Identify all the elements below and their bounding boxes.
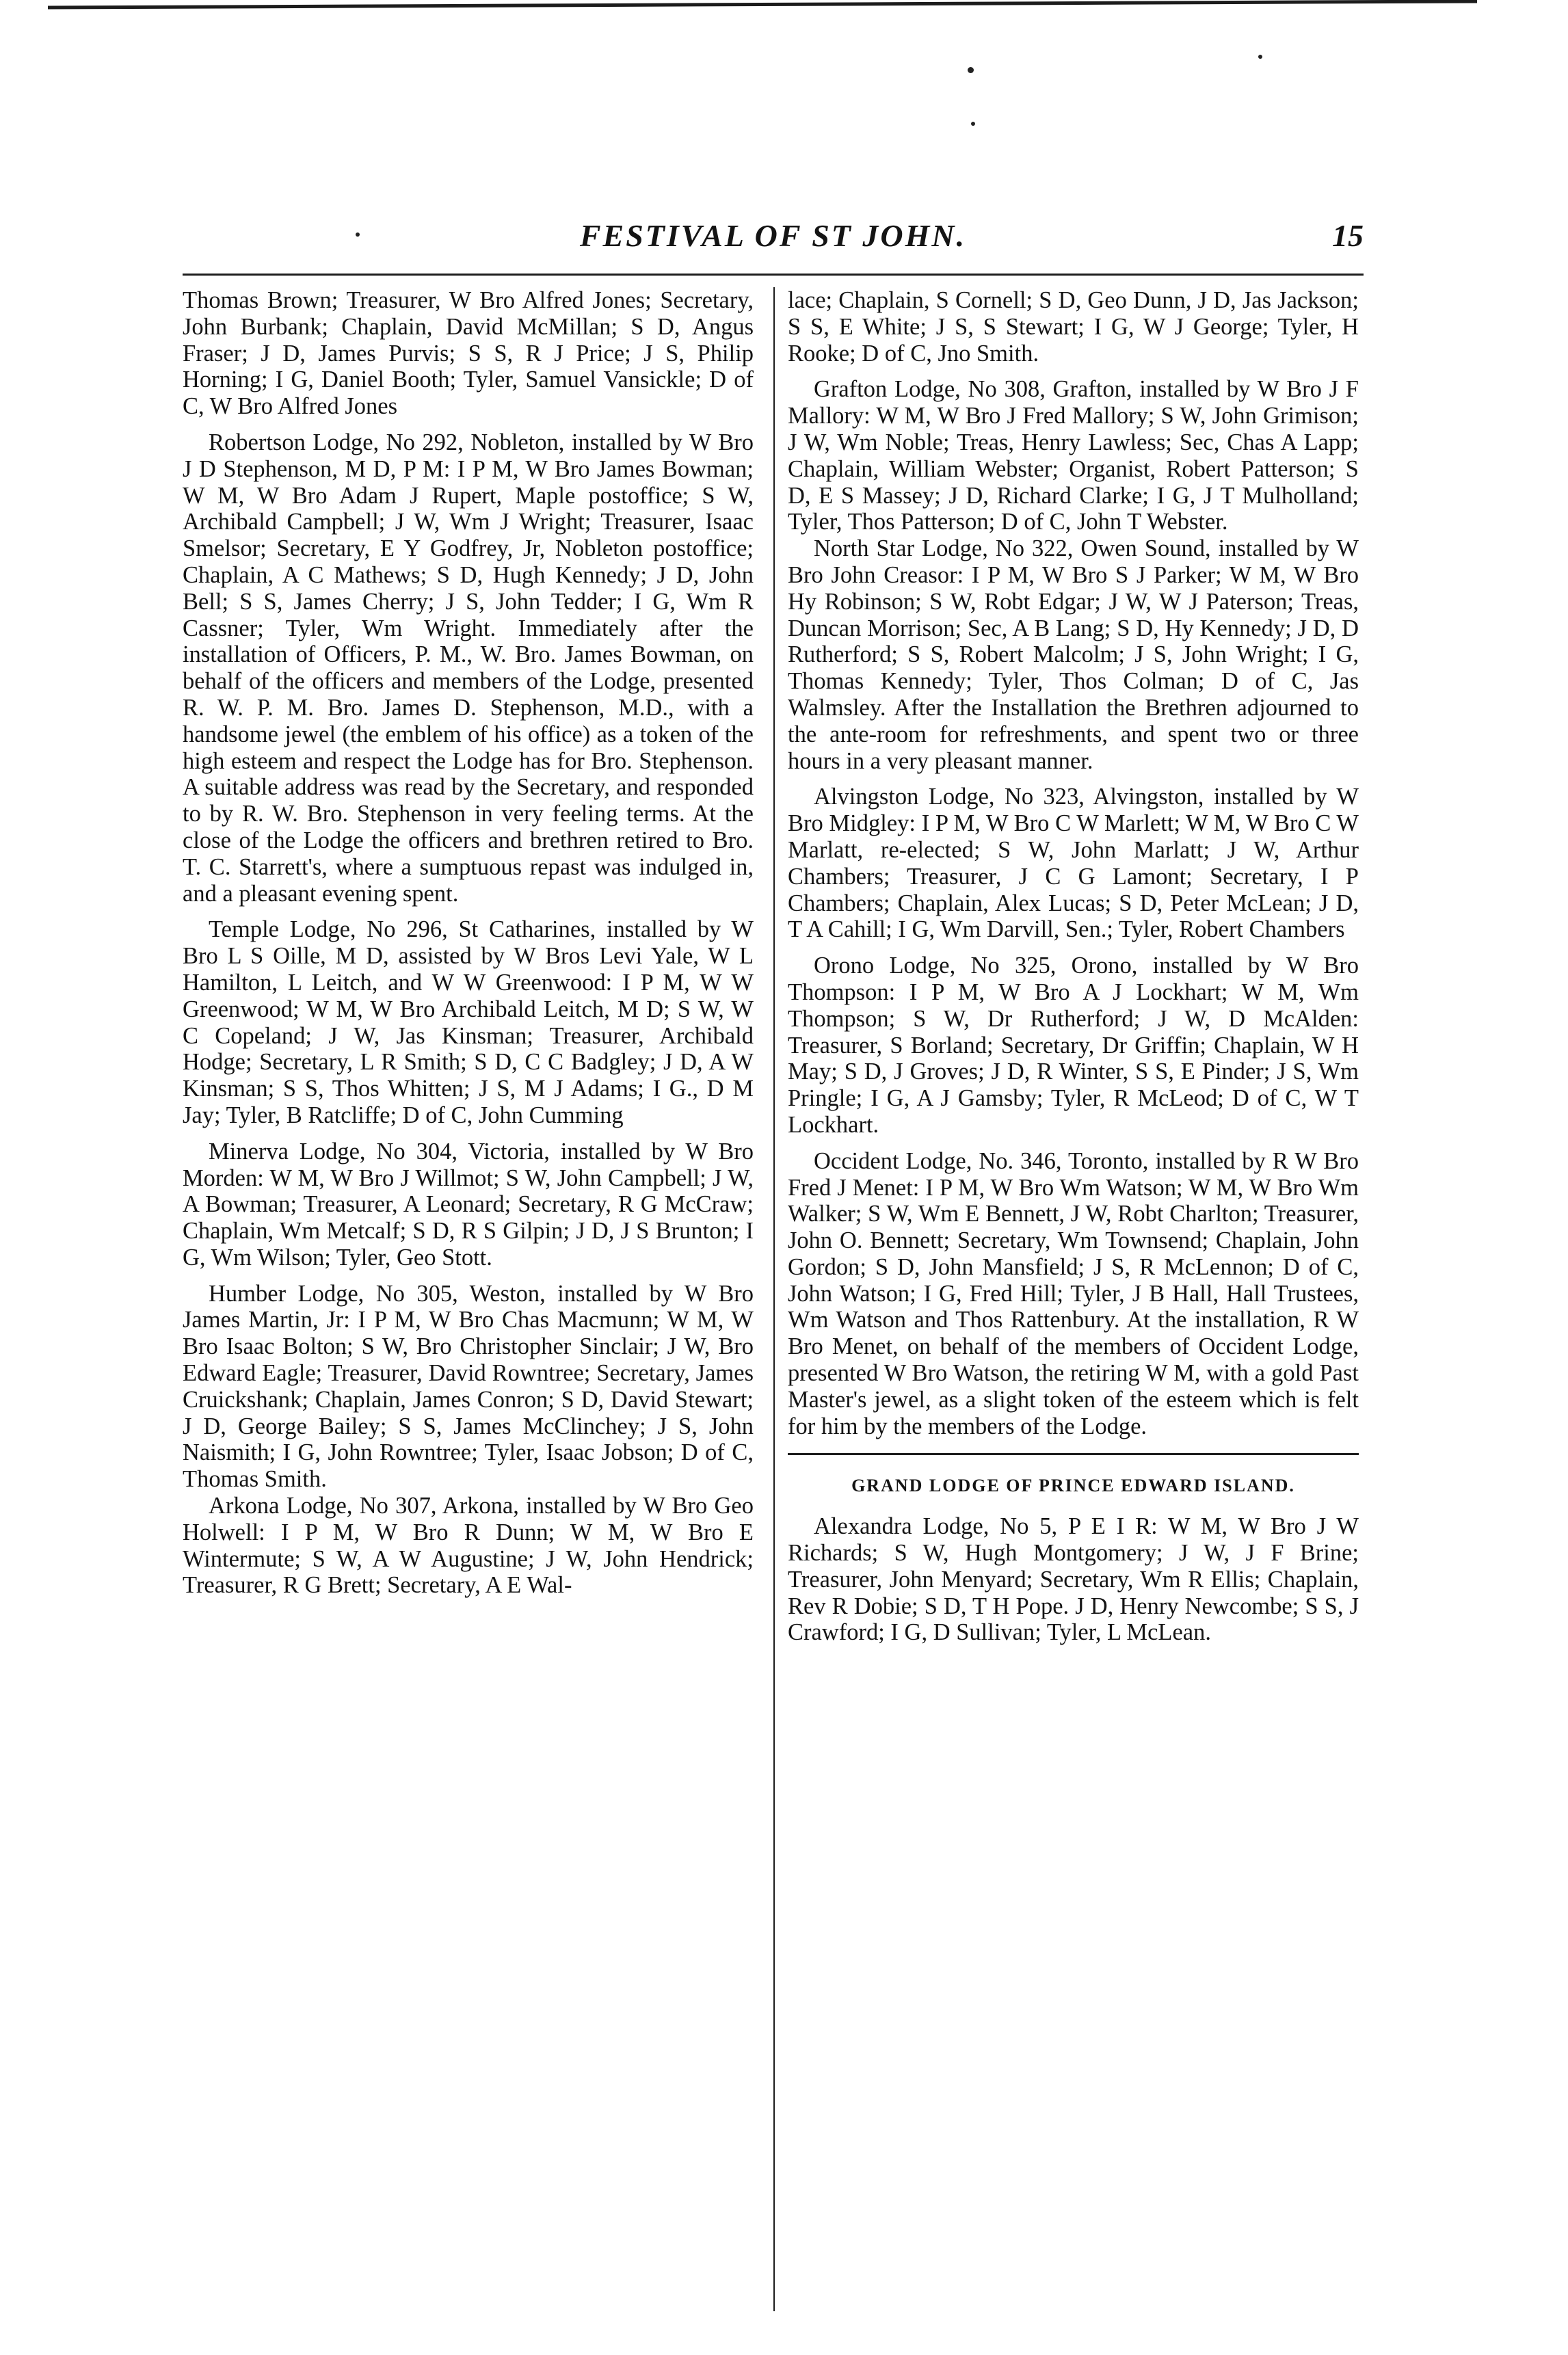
page-header bbox=[183, 217, 1364, 279]
section-heading: GRAND LODGE OF PRINCE EDWARD ISLAND. bbox=[851, 1476, 1295, 1496]
lodge-entry: Arkona Lodge, No 307, Arkona, installed by W Bro Geo Holwell: I P M, W Bro R Dunn; W M, W Bro E Wintermute; S W, A W Augustine; J W, John Hendrick; Treasurer, R G Brett; Secretary, A E Wal- bbox=[183, 1493, 754, 1599]
right-column bbox=[788, 287, 1359, 2304]
lodge-entry: Minerva Lodge, No 304, Victoria, installed by W Bro Morden: W M, W Bro J Willmot; S W, John Campbell; J W, A Bowman; Treasurer, A Leonard; Secretary, R G McCraw; Chaplain, Wm Metcalf; S D, R S Gilpin; J D, J S Brunton; I G, Wm Wilson; Tyler, Geo Stott. bbox=[183, 1138, 754, 1270]
ink-speck bbox=[968, 67, 974, 73]
lodge-entry: Alvingston Lodge, No 323, Alvingston, installed by W Bro Midgley: I P M, W Bro C W Marlett; W M, W Bro C W Marlatt, re-elected; S W, John Marlatt; J W, Arthur Chambers; Treasurer, J C G Lamont; Secretary, I P Chambers; Chaplain, Alex Lucas; S D, Peter McLean; J D, T A Cahill; I G, Wm Darvill, Sen.; Tyler, Robert Chambers bbox=[788, 784, 1359, 943]
lodge-entry: Orono Lodge, No 325, Orono, installed by W Bro Thompson: I P M, W Bro A J Lockhart; W M, Wm Thompson; S W, Dr Rutherford; J W, D McAlden: Treasurer, S Borland; Secretary, Dr Griffin; Chaplain, W H May; S D, J Groves; J D, R Winter, S S, E Pinder; J S, Wm Pringle; I G, A J Gamsby; Tyler, R McLeod; D of C, W T Lockhart. bbox=[788, 953, 1359, 1138]
lodge-entry: Grafton Lodge, No 308, Grafton, installed by W Bro J F Mallory: W M, W Bro J Fred Mallory; S W, John Grimison; J W, Wm Noble; Treas, Henry Lawless; Sec, Chas A Lapp; Chaplain, William Webster; Organist, Robert Patterson; S D, E S Massey; J D, Richard Clarke; I G, J T Mulholland; Tyler, Thos Patterson; D of C, John T Webster. bbox=[788, 376, 1359, 535]
lodge-entry: Humber Lodge, No 305, Weston, installed by W Bro James Martin, Jr: I P M, W Bro Chas Macmunn; W M, W Bro Isaac Bolton; S W, Bro Christopher Sinclair; J W, Bro Edward Eagle; Treasurer, David Rowntree; Secretary, James Cruickshank; Chaplain, James Conron; S D, David Stewart; J D, George Bailey; S S, James McClinchey; J S, John Naismith; I G, John Rowntree; Tyler, Isaac Jobson; D of C, Thomas Smith. bbox=[183, 1280, 754, 1493]
top-edge-rule bbox=[48, 0, 1477, 10]
lodge-entry: Occident Lodge, No. 346, Toronto, installed by R W Bro Fred J Menet: I P M, W Bro Wm Watson; W M, W Bro Wm Walker; S W, Wm E Bennett, J W, Robt Charlton; Treasurer, John O. Bennett; Secretary, Wm Townsend; Chaplain, John Gordon; S D, John Mansfield; J S, R McLennon; D of C, John Watson; I G, Fred Hill; Tyler, J B Hall, Hall Trustees, Wm Watson and Thos Rattenbury. At the installation, R W Bro Menet, on behalf of the members of Occident Lodge, presented W Bro Watson, the retiring W M, with a gold Past Master's jewel, as a slight token of the esteem which is felt for him by the members of the Lodge. bbox=[788, 1147, 1359, 1439]
lodge-entry: Temple Lodge, No 296, St Catharines, installed by W Bro L S Oille, M D, assisted by W Bros Levi Yale, W L Hamilton, L Leitch, and W W Greenwood: I P M, W W Greenwood; W M, W Bro Archibald Leitch, M D; S W, W C Copeland; J W, Jas Kinsman; Treasurer, Archibald Hodge; Secretary, L R Smith; S D, C C Badgley; J D, A W Kinsman; S S, Thos Whitten; J S, M J Adams; I G., D M Jay; Tyler, B Ratcliffe; D of C, John Cumming bbox=[183, 916, 754, 1128]
ink-speck bbox=[1258, 55, 1262, 59]
running-title: FESTIVAL OF ST JOHN. bbox=[579, 218, 967, 253]
lodge-entry: Robertson Lodge, No 292, Nobleton, installed by W Bro J D Stephenson, M D, P M: I P M, W Bro James Bowman; W M, W Bro Adam J Rupert, Maple postoffice; S W, Archibald Campbell; J W, Wm J Wright; Treasurer, Isaac Smelsor; Secretary, E Y Godfrey, Jr, Nobleton postoffice; Chaplain, A C Mathews; S D, Hugh Kennedy; J D, John Bell; S S, James Cherry; J S, John Tedder; I G, Wm R Cassner; Tyler, Wm Wright. Immediately after the installation of Officers, P. M., W. Bro. James Bowman, on behalf of the officers and members of the Lodge, presented R. W. P. M. Bro. James D. Stephenson, M.D., with a handsome jewel (the emblem of his office) as a token of the high esteem and respect the Lodge has for Bro. Stephenson. A suitable address was read by the Secretary, and responded to by R. W. Bro. Stephenson in very feeling terms. At the close of the Lodge the officers and brethren retired to Bro. T. C. Starrett's, where a sumptuous repast was indulged in, and a pleasant evening spent. bbox=[183, 429, 754, 907]
section-rule bbox=[788, 1453, 1359, 1455]
column-divider bbox=[773, 287, 775, 2311]
page-number: 15 bbox=[1332, 218, 1364, 253]
left-column bbox=[183, 287, 754, 2304]
lodge-entry: North Star Lodge, No 322, Owen Sound, installed by W Bro John Creasor: I P M, W Bro S J Parker; W M, W Bro Hy Robinson; S W, Robt Edgar; J W, W J Paterson; Treas, Duncan Morrison; Sec, A B Lang; S D, Hy Kennedy; J D, D Rutherford; S S, Robert Malcolm; J S, John Wright; I G, Thomas Kennedy; Tyler, Thos Colman; D of C, Jas Walmsley. After the Installation the Brethren adjourned to the ante-room for refreshments, and spent two or three hours in a very pleasant manner. bbox=[788, 535, 1359, 774]
lodge-entry: Thomas Brown; Treasurer, W Bro Alfred Jones; Secretary, John Burbank; Chaplain, David McMillan; S D, Angus Fraser; J D, James Purvis; S S, R J Price; J S, Philip Horning; I G, Daniel Booth; Tyler, Samuel Vansickle; D of C, W Bro Alfred Jones bbox=[183, 287, 754, 420]
lodge-entry: Alexandra Lodge, No 5, P E I R: W M, W Bro J W Richards; S W, Hugh Montgomery; J W, J F Brine; Treasurer, John Menyard; Secretary, Wm R Ellis; Chaplain, Rev R Dobie; S D, T H Pope. J D, Henry Newcombe; S S, J Crawford; I G, D Sullivan; Tyler, L McLean. bbox=[788, 1513, 1359, 1646]
ink-speck bbox=[971, 122, 975, 126]
lodge-entry: lace; Chaplain, S Cornell; S D, Geo Dunn, J D, Jas Jackson; S S, E White; J S, S Stewart; I G, W J George; Tyler, H Rooke; D of C, Jno Smith. bbox=[788, 287, 1359, 367]
header-rule bbox=[183, 274, 1364, 276]
